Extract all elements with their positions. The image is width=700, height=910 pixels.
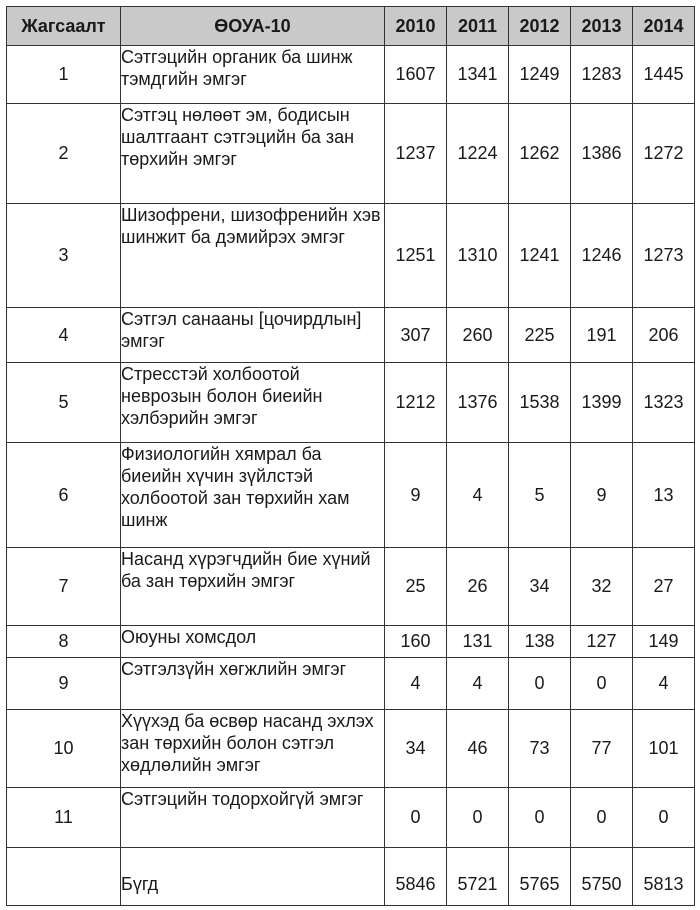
row-value: 1273	[633, 204, 695, 308]
row-diagnosis: Сэтгэцийн органик ба шинж тэмдгийн эмгэг	[121, 46, 385, 104]
row-diagnosis: Оюуны хомсдол	[121, 626, 385, 658]
row-value: 0	[571, 788, 633, 848]
row-number: 3	[7, 204, 121, 308]
row-value: 46	[447, 710, 509, 788]
row-value: 1224	[447, 104, 509, 204]
row-value: 34	[385, 710, 447, 788]
row-value: 1310	[447, 204, 509, 308]
row-value: 4	[633, 658, 695, 710]
row-value: 1376	[447, 363, 509, 443]
total-label: Бүгд	[121, 848, 385, 906]
table-row	[7, 710, 695, 788]
row-value: 1246	[571, 204, 633, 308]
row-number: 2	[7, 104, 121, 204]
table-row	[7, 548, 695, 626]
row-number: 7	[7, 548, 121, 626]
total-value: 5721	[447, 848, 509, 906]
row-value: 73	[509, 710, 571, 788]
row-number: 9	[7, 658, 121, 710]
row-value: 0	[633, 788, 695, 848]
row-diagnosis: Насанд хүрэгчдийн бие хүний ба зан төрхийн эмгэг	[121, 548, 385, 626]
row-value: 225	[509, 308, 571, 363]
row-number: 5	[7, 363, 121, 443]
row-value: 1212	[385, 363, 447, 443]
row-diagnosis: Стресстэй холбоотой неврозын болон биеийн хэлбэрийн эмгэг	[121, 363, 385, 443]
row-value: 1341	[447, 46, 509, 104]
row-value: 34	[509, 548, 571, 626]
row-value: 1283	[571, 46, 633, 104]
total-value: 5813	[633, 848, 695, 906]
row-value: 1272	[633, 104, 695, 204]
row-value: 1399	[571, 363, 633, 443]
row-value: 26	[447, 548, 509, 626]
row-value: 0	[571, 658, 633, 710]
row-value: 149	[633, 626, 695, 658]
row-value: 0	[509, 788, 571, 848]
header-row	[7, 7, 695, 46]
row-diagnosis: Сэтгэл санааны [цочирдлын] эмгэг	[121, 308, 385, 363]
header-year: 2011	[447, 7, 509, 46]
row-value: 206	[633, 308, 695, 363]
row-value: 1386	[571, 104, 633, 204]
row-value: 9	[385, 443, 447, 548]
row-value: 1237	[385, 104, 447, 204]
diagnosis-table	[6, 6, 695, 906]
row-value: 4	[447, 443, 509, 548]
table-row	[7, 363, 695, 443]
row-value: 127	[571, 626, 633, 658]
total-value: 5750	[571, 848, 633, 906]
table-row	[7, 443, 695, 548]
row-number: 10	[7, 710, 121, 788]
row-value: 25	[385, 548, 447, 626]
row-value: 1241	[509, 204, 571, 308]
header-year: 2010	[385, 7, 447, 46]
row-number: 11	[7, 788, 121, 848]
row-value: 1445	[633, 46, 695, 104]
row-number: 1	[7, 46, 121, 104]
row-value: 1607	[385, 46, 447, 104]
row-value: 101	[633, 710, 695, 788]
row-value: 191	[571, 308, 633, 363]
header-year: 2012	[509, 7, 571, 46]
row-diagnosis: Шизофрени, шизофренийн хэв шинжит ба дэмийрэх эмгэг	[121, 204, 385, 308]
row-value: 9	[571, 443, 633, 548]
row-value: 0	[447, 788, 509, 848]
row-value: 307	[385, 308, 447, 363]
table-row	[7, 788, 695, 848]
header-year: 2014	[633, 7, 695, 46]
total-row	[7, 848, 695, 906]
header-year: 2013	[571, 7, 633, 46]
table-row	[7, 204, 695, 308]
row-value: 4	[447, 658, 509, 710]
table-row	[7, 658, 695, 710]
row-value: 1538	[509, 363, 571, 443]
total-value: 5846	[385, 848, 447, 906]
table-body	[7, 46, 695, 906]
row-value: 13	[633, 443, 695, 548]
row-value: 0	[385, 788, 447, 848]
row-value: 260	[447, 308, 509, 363]
row-value: 1262	[509, 104, 571, 204]
row-diagnosis: Сэтгэц нөлөөт эм, бодисын шалтгаант сэтгэцийн ба зан төрхийн эмгэг	[121, 104, 385, 204]
row-diagnosis: Сэтгэлзүйн хөгжлийн эмгэг	[121, 658, 385, 710]
row-number: 8	[7, 626, 121, 658]
total-value: 5765	[509, 848, 571, 906]
header-group: Жагсаалт	[7, 7, 121, 46]
row-value: 77	[571, 710, 633, 788]
row-number: 6	[7, 443, 121, 548]
table-row	[7, 46, 695, 104]
total-number	[7, 848, 121, 906]
row-value: 1249	[509, 46, 571, 104]
row-value: 1323	[633, 363, 695, 443]
row-diagnosis: Сэтгэцийн тодорхойгүй эмгэг	[121, 788, 385, 848]
row-value: 5	[509, 443, 571, 548]
row-value: 4	[385, 658, 447, 710]
row-value: 0	[509, 658, 571, 710]
table-row	[7, 626, 695, 658]
table-row	[7, 308, 695, 363]
row-number: 4	[7, 308, 121, 363]
table-row	[7, 104, 695, 204]
row-diagnosis: Физиологийн хямрал ба биеийн хүчин зүйлстэй холбоотой зан төрхийн хам шинж	[121, 443, 385, 548]
row-value: 1251	[385, 204, 447, 308]
row-value: 27	[633, 548, 695, 626]
row-value: 138	[509, 626, 571, 658]
row-value: 32	[571, 548, 633, 626]
header-code: ӨОУА-10	[121, 7, 385, 46]
row-value: 160	[385, 626, 447, 658]
row-value: 131	[447, 626, 509, 658]
row-diagnosis: Хүүхэд ба өсвөр насанд эхлэх зан төрхийн болон сэтгэл хөдлөлийн эмгэг	[121, 710, 385, 788]
